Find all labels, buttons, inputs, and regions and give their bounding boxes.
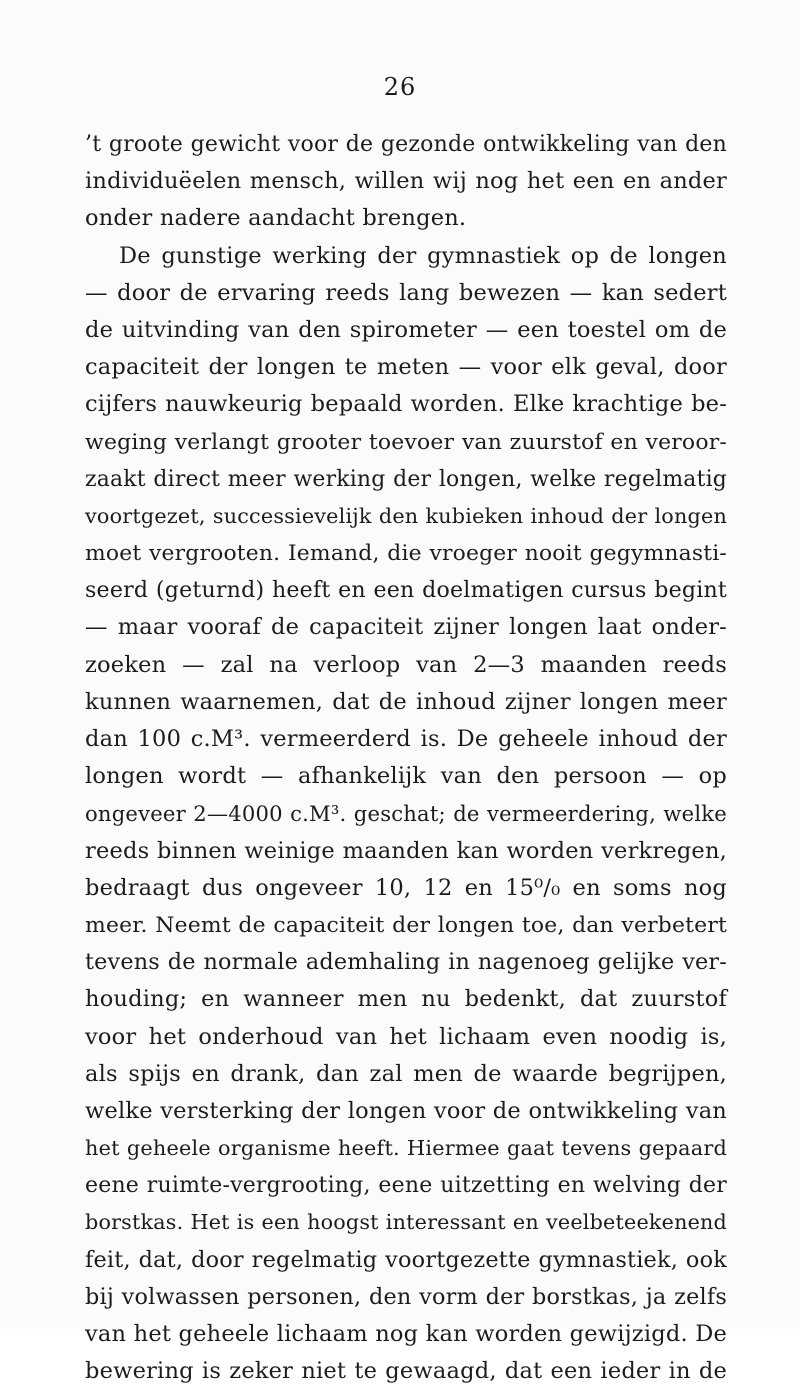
text-line: weging verlangt grooter toevoer van zuurstof en veroor- [85,429,727,455]
text-line: feit, dat, door regelmatig voortgezette gymnastiek, ook [85,1246,727,1273]
text-line: voortgezet, successievelijk den kubieken inhoud der longen [85,503,727,528]
text-line: welke versterking der longen voor de ontwikkeling van [85,1097,727,1124]
text-line: kunnen waarnemen, dat de inhoud zijner longen meer [85,688,727,715]
text-line: longen wordt — afhankelijk van den persoon — op [85,763,727,790]
text-line: de uitvinding van den spirometer — een toestel om de [85,316,727,343]
text-line: zoeken — zal na verloop van 2—3 maanden reeds [85,651,727,678]
text-line: tevens de normale ademhaling in nagenoeg gelijke ver- [85,949,727,976]
text-line: capaciteit der longen te meten — voor elk geval, door [85,354,727,381]
text-line: seerd (geturnd) heeft en een doelmatigen cursus begint [85,577,727,604]
text-line: houding; en wanneer men nu bedenkt, dat zuurstof [85,986,727,1013]
text-line: reeds binnen weinige maanden kan worden verkregen, [85,837,727,864]
text-line: bewering is zeker niet te gewaagd, dat een ieder in de [85,1358,727,1385]
text-line: cijfers nauwkeurig bepaald worden. Elke krachtige be- [85,391,727,418]
text-line: zaakt direct meer werking der longen, welke regelmatig [85,466,727,492]
text-line: bedraagt dus ongeveer 10, 12 en 15⁰/₀ en soms nog [85,874,727,901]
text-line: het geheele organisme heeft. Hiermee gaat tevens gepaard [85,1136,727,1161]
text-line: — maar vooraf de capaciteit zijner longen laat onder- [85,614,727,641]
text-line: voor het onderhoud van het lichaam even noodig is, [85,1023,727,1050]
text-line: moet vergrooten. Iemand, die vroeger nooit gegymnasti- [85,541,727,567]
text-line: individuëelen mensch, willen wij nog het een en ander [85,168,727,195]
text-line: ’t groote gewicht voor de gezonde ontwikkeling van den [85,132,727,157]
page-number: 26 [383,73,417,101]
text-line: ongeveer 2—4000 c.M³. geschat; de vermeerdering, welke [85,801,727,827]
text-line: meer. Neemt de capaciteit der longen toe, dan verbetert [85,912,727,938]
text-line: als spijs en drank, dan zal men de waarde begrijpen, [85,1060,727,1087]
text-line: eene ruimte-vergrooting, eene uitzetting en welving der [85,1173,727,1199]
body-text [85,126,727,1390]
text-line: — door de ervaring reeds lang bewezen — kan sedert [85,279,727,306]
text-line: dan 100 c.M³. vermeerderd is. De geheele inhoud der [85,726,727,752]
text-line: bij volwassen personen, den vorm der borstkas, ja zelfs [85,1283,727,1310]
text-line: De gunstige werking der gymnastiek op de longen [119,242,727,269]
text-line: onder nadere aandacht brengen. [85,205,467,232]
text-line: van het geheele lichaam nog kan worden gewijzigd. De [85,1321,727,1347]
text-line: borstkas. Het is een hoogst interessant en veelbeteekenend [85,1210,727,1235]
